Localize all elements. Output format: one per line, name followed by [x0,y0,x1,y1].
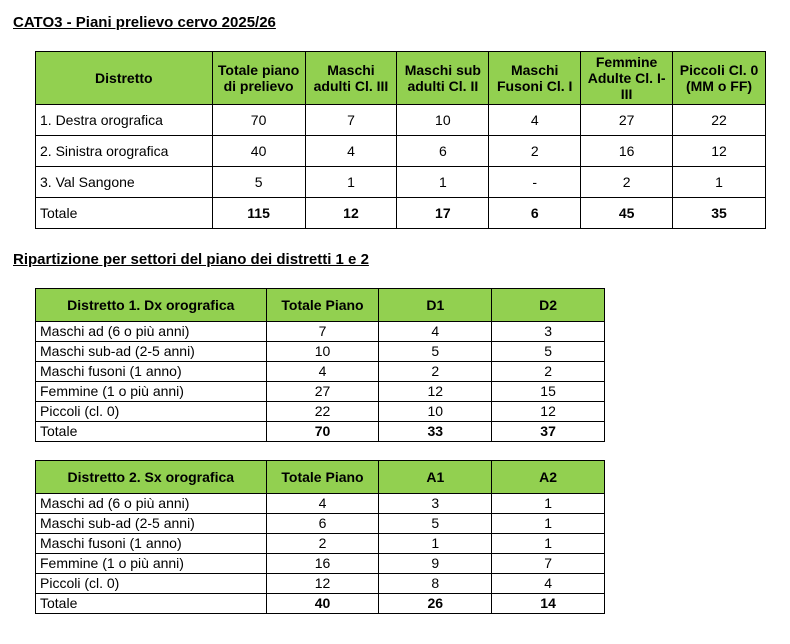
cell: 7 [492,554,605,574]
table-row [36,136,766,167]
cell: 3 [492,322,605,342]
header-maschi-adulti: Maschi adulti Cl. III [305,52,397,105]
cell: 6 [397,136,489,167]
cell: 4 [492,574,605,594]
row-label: Femmine (1 o più anni) [36,382,267,402]
table-row [36,574,605,594]
table-row [36,342,605,362]
cell: 6 [489,198,581,229]
table-header-row [36,52,766,105]
total-row [36,198,766,229]
header-piccoli: Piccoli Cl. 0 (MM o FF) [673,52,766,105]
row-label: Totale [36,198,213,229]
row-label: 2. Sinistra orografica [36,136,213,167]
row-label: Piccoli (cl. 0) [36,402,267,422]
table-row [36,362,605,382]
cell: 15 [492,382,605,402]
cell: 12 [379,382,492,402]
table-row [36,322,605,342]
table-row [36,554,605,574]
cell: 115 [212,198,305,229]
cell: 26 [379,594,492,614]
district2-sector-table [35,460,605,614]
page-title: CATO3 - Piani prelievo cervo 2025/26 [13,14,276,31]
cell: 9 [379,554,492,574]
cell: 33 [379,422,492,442]
cell: 12 [266,574,379,594]
cell: 3 [379,494,492,514]
table-row [36,105,766,136]
table-row [36,534,605,554]
cell: 22 [266,402,379,422]
cell: 2 [266,534,379,554]
header-totale-piano: Totale Piano [266,461,379,494]
cell: - [489,167,581,198]
cell: 1 [492,534,605,554]
cell: 1 [673,167,766,198]
cell: 12 [492,402,605,422]
table-row [36,402,605,422]
row-label: Maschi ad (6 o più anni) [36,322,267,342]
table-header-row [36,461,605,494]
row-label: Maschi sub-ad (2-5 anni) [36,342,267,362]
row-label: 1. Destra orografica [36,105,213,136]
cell: 4 [305,136,397,167]
cell: 1 [492,514,605,534]
table-row [36,382,605,402]
row-label: Maschi fusoni (1 anno) [36,534,267,554]
cell: 2 [379,362,492,382]
cell: 12 [305,198,397,229]
cell: 1 [397,167,489,198]
table-row [36,514,605,534]
cell: 6 [266,514,379,534]
cell: 27 [581,105,673,136]
cell: 8 [379,574,492,594]
header-femmine-adulte: Femmine Adulte Cl. I-III [581,52,673,105]
header-maschi-fusoni: Maschi Fusoni Cl. I [489,52,581,105]
cell: 40 [266,594,379,614]
row-label: Maschi fusoni (1 anno) [36,362,267,382]
row-label: 3. Val Sangone [36,167,213,198]
cell: 16 [266,554,379,574]
header-totale: Totale piano di prelievo [212,52,305,105]
table-header-row [36,289,605,322]
cell: 4 [266,494,379,514]
row-label: Piccoli (cl. 0) [36,574,267,594]
cell: 10 [379,402,492,422]
cell: 2 [489,136,581,167]
cell: 17 [397,198,489,229]
cell: 10 [397,105,489,136]
header-a2: A2 [492,461,605,494]
header-distretto: Distretto 2. Sx orografica [36,461,267,494]
cell: 22 [673,105,766,136]
cell: 1 [492,494,605,514]
cell: 4 [489,105,581,136]
cell: 27 [266,382,379,402]
cell: 1 [379,534,492,554]
cell: 45 [581,198,673,229]
cell: 2 [581,167,673,198]
header-d2: D2 [492,289,605,322]
cell: 35 [673,198,766,229]
cell: 14 [492,594,605,614]
cell: 16 [581,136,673,167]
cell: 7 [305,105,397,136]
district1-sector-table [35,288,605,442]
cell: 37 [492,422,605,442]
cell: 2 [492,362,605,382]
cell: 5 [492,342,605,362]
total-row [36,422,605,442]
header-maschi-sub-adulti: Maschi sub adulti Cl. II [397,52,489,105]
cell: 5 [379,514,492,534]
table-row [36,167,766,198]
row-label: Totale [36,594,267,614]
cell: 70 [212,105,305,136]
cell: 5 [379,342,492,362]
cell: 5 [212,167,305,198]
total-row [36,594,605,614]
header-a1: A1 [379,461,492,494]
table-row [36,494,605,514]
header-distretto: Distretto 1. Dx orografica [36,289,267,322]
row-label: Maschi sub-ad (2-5 anni) [36,514,267,534]
district-plan-table [35,51,766,229]
header-distretto: Distretto [36,52,213,105]
header-totale-piano: Totale Piano [266,289,379,322]
cell: 12 [673,136,766,167]
cell: 70 [266,422,379,442]
row-label: Femmine (1 o più anni) [36,554,267,574]
cell: 10 [266,342,379,362]
cell: 40 [212,136,305,167]
cell: 4 [379,322,492,342]
header-d1: D1 [379,289,492,322]
row-label: Totale [36,422,267,442]
row-label: Maschi ad (6 o più anni) [36,494,267,514]
section-subtitle: Ripartizione per settori del piano dei distretti 1 e 2 [13,251,369,268]
cell: 1 [305,167,397,198]
cell: 7 [266,322,379,342]
cell: 4 [266,362,379,382]
